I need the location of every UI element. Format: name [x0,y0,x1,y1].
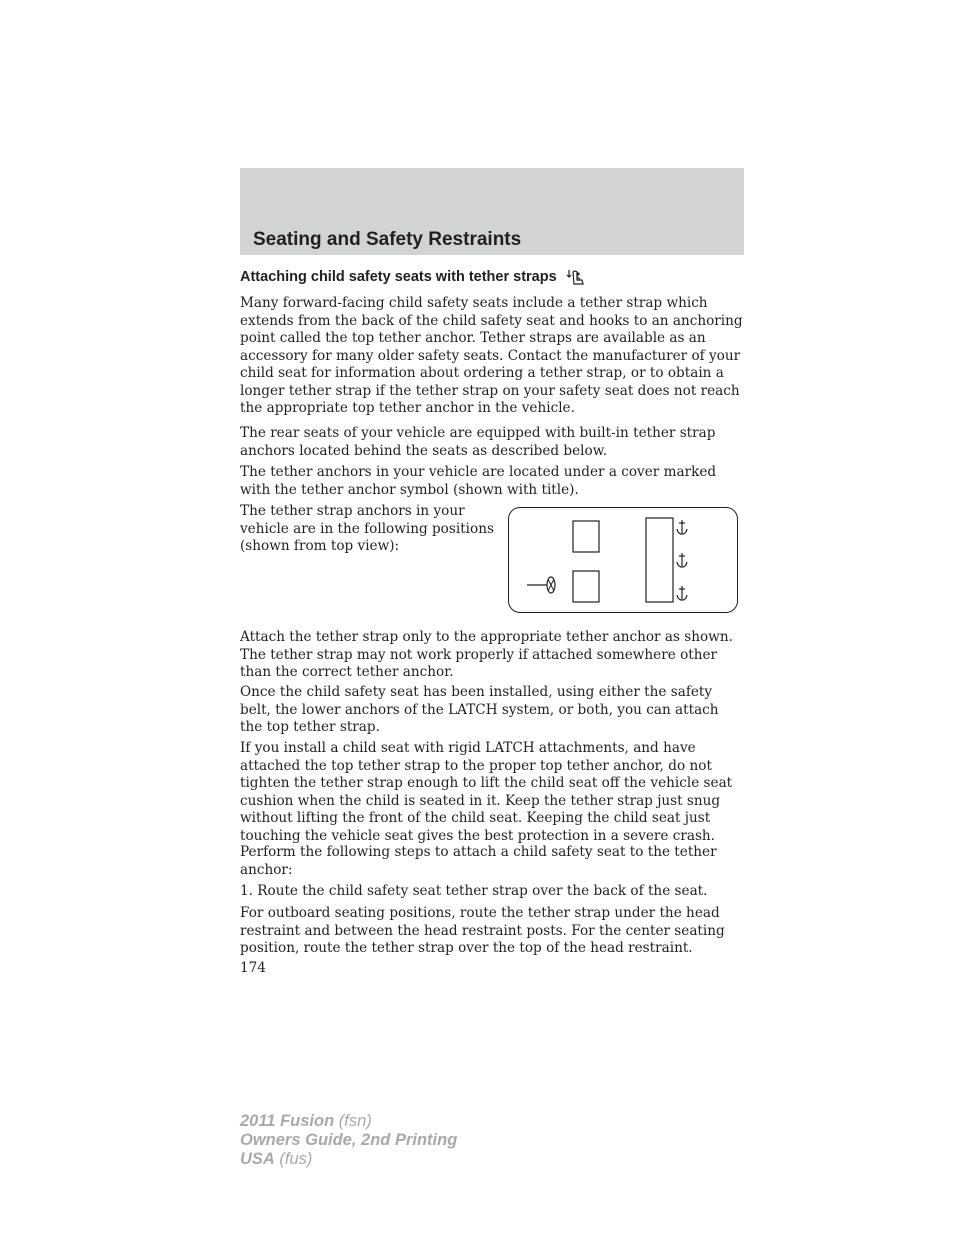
footer-market-code: (fus) [274,1150,313,1168]
footer-model: 2011 Fusion [240,1112,335,1130]
paragraph-anchor-positions: The tether strap anchors in your vehicle are in the following positions (shown from top view): [240,503,494,554]
paragraph-perform-steps: Perform the following steps to attach a child safety seat to the tether anchor: [240,844,717,878]
section-heading-text: Attaching child safety seats with tether straps [240,269,557,285]
header-band [240,168,744,255]
footer-market: USA [240,1150,275,1168]
paragraph-once-installed: Once the child safety seat has been installed, using either the safety belt, the lower anchors of the LATCH system, or both, you can attach the top tether strap. [240,684,719,735]
steering-wheel-icon [527,577,555,593]
page-number: 174 [240,960,266,976]
section-heading [240,268,744,286]
tether-anchor-diagram [508,507,738,613]
front-seat-right [573,521,599,552]
footer-guide: Owners Guide, 2nd Printing [240,1131,458,1149]
paragraph-anchor-cover: The tether anchors in your vehicle are located under a cover marked with the tether anchor symbol (shown with title). [240,464,717,498]
paragraph-outboard: For outboard seating positions, route the tether strap under the head restraint and between the head restraint posts. For the center seating position, route the tether strap over the top of the head restraint. [240,905,725,956]
rear-bench-seat [646,518,673,602]
tether-anchor-icon [677,586,687,600]
footer-model-code: (fsn) [334,1112,372,1130]
front-seat-left [573,571,599,602]
paragraph-attach-only: Attach the tether strap only to the appropriate tether anchor as shown. The tether strap may not work properly if attached somewhere other than the correct tether anchor. [240,629,733,680]
paragraph-rear-seats: The rear seats of your vehicle are equipped with built-in tether strap anchors located behind the seats as described below. [240,425,716,459]
paragraph-rigid-latch: If you install a child seat with rigid LATCH attachments, and have attached the top tether strap to the proper top tether anchor, do not tighten the tether strap enough to lift the child seat off the vehicle seat cushion when the child is seated in it. Keep the tether strap just snug without lifting the front of the child seat. Keeping the child seat just touching the vehicle seat gives the best protection in a severe crash. [240,740,733,844]
footer [240,1112,457,1169]
paragraph-intro: Many forward-facing child safety seats include a tether strap which extends from the back of the child safety seat and hooks to an anchoring point called the top tether anchor. Tether straps are available as an accessory for many older safety seats. Contact the manufacturer of your child seat for information about ordering a tether strap, or to obtain a longer tether strap if the tether strap on your safety seat does not reach the appropriate top tether anchor in the vehicle. [240,295,743,416]
child-seat-tether-icon [565,268,585,286]
paragraph-step-1: 1. Route the child safety seat tether strap over the back of the seat. [240,883,708,899]
page-title: Seating and Safety Restraints [253,229,522,250]
tether-anchor-icon [677,520,687,534]
tether-anchor-icon [677,553,687,567]
